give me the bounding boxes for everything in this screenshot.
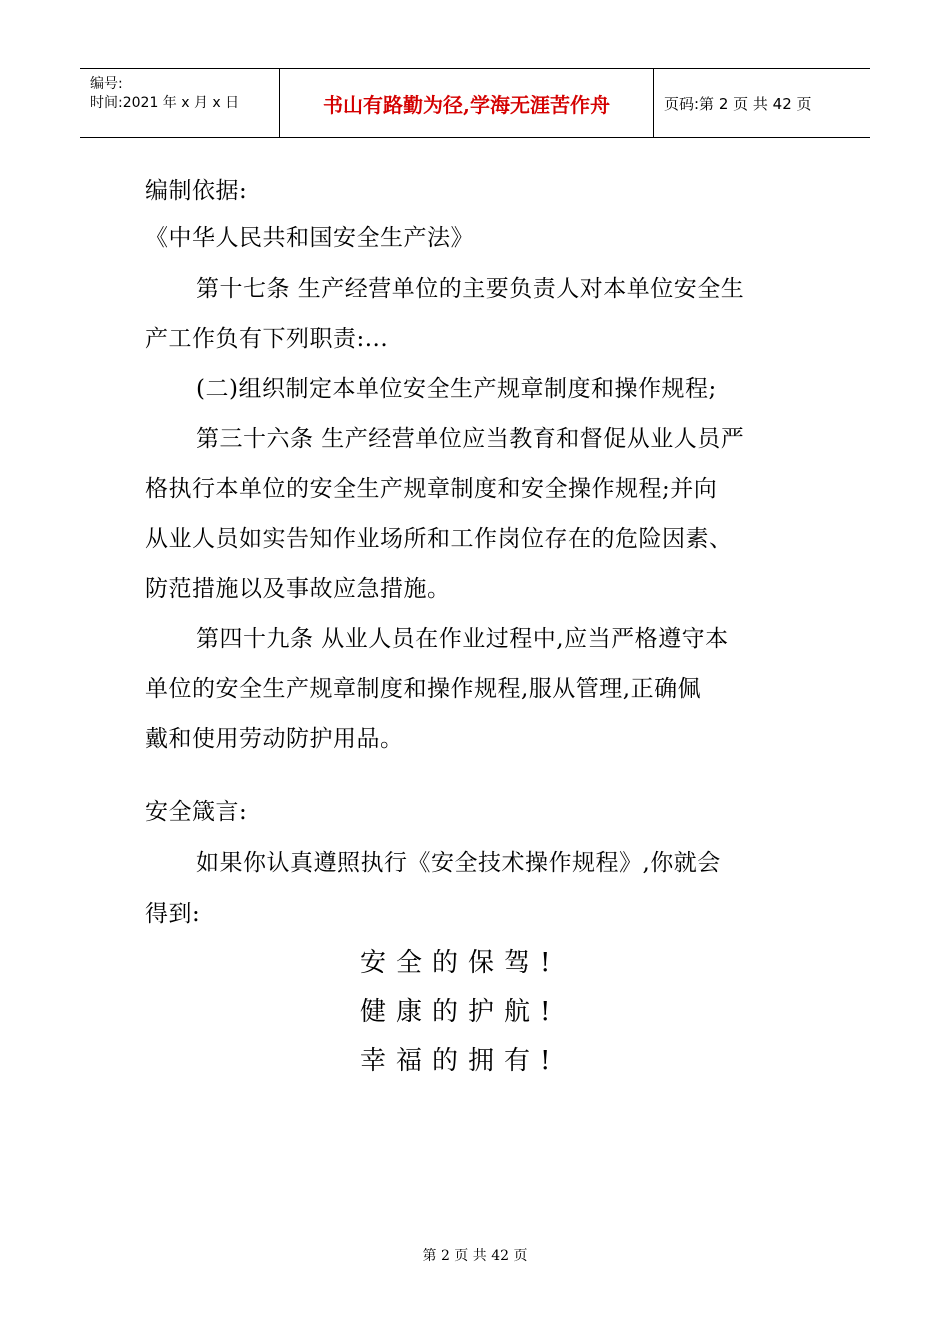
article36-line4: 防范措施以及事故应急措施。 — [145, 576, 451, 602]
basis-heading: 编制依据: — [145, 178, 248, 204]
article17-item: (二)组织制定本单位安全生产规章制度和操作规程; — [196, 376, 717, 402]
article49-line2: 单位的安全生产规章制度和操作规程,服从管理,正确佩 — [145, 676, 702, 702]
slogan-safety: 安全的保驾! — [360, 948, 561, 978]
document-number-label: 编号: — [90, 76, 123, 92]
article36-line3: 从业人员如实告知作业场所和工作岗位存在的危险因素、 — [145, 526, 733, 552]
motto-line1: 如果你认真遵照执行《安全技术操作规程》,你就会 — [196, 850, 721, 876]
slogan-health: 健康的护航! — [360, 997, 561, 1027]
document-time: 时间:2021 年 x 月 x 日 — [90, 95, 240, 111]
article17-line1: 第十七条 生产经营单位的主要负责人对本单位安全生 — [196, 276, 745, 302]
article49-line1: 第四十九条 从业人员在作业过程中,应当严格遵守本 — [196, 626, 729, 652]
article17-line2: 产工作负有下列职责:... — [145, 326, 389, 352]
header-motto: 书山有路勤为径,学海无涯苦作舟 — [280, 69, 654, 137]
page-header — [80, 68, 870, 138]
article49-line3: 戴和使用劳动防护用品。 — [145, 726, 404, 752]
motto-heading: 安全箴言: — [145, 799, 248, 825]
article36-line2: 格执行本单位的安全生产规章制度和安全操作规程;并向 — [145, 476, 718, 502]
law-title: 《中华人民共和国安全生产法》 — [145, 225, 474, 251]
motto-line2: 得到: — [145, 901, 201, 927]
slogan-happiness: 幸福的拥有! — [360, 1046, 561, 1076]
article36-line1: 第三十六条 生产经营单位应当教育和督促从业人员严 — [196, 426, 745, 452]
page-footer: 第 2 页 共 42 页 — [422, 1248, 528, 1264]
header-meta — [80, 69, 280, 137]
header-page-code: 页码:第 2 页 共 42 页 — [664, 94, 812, 113]
